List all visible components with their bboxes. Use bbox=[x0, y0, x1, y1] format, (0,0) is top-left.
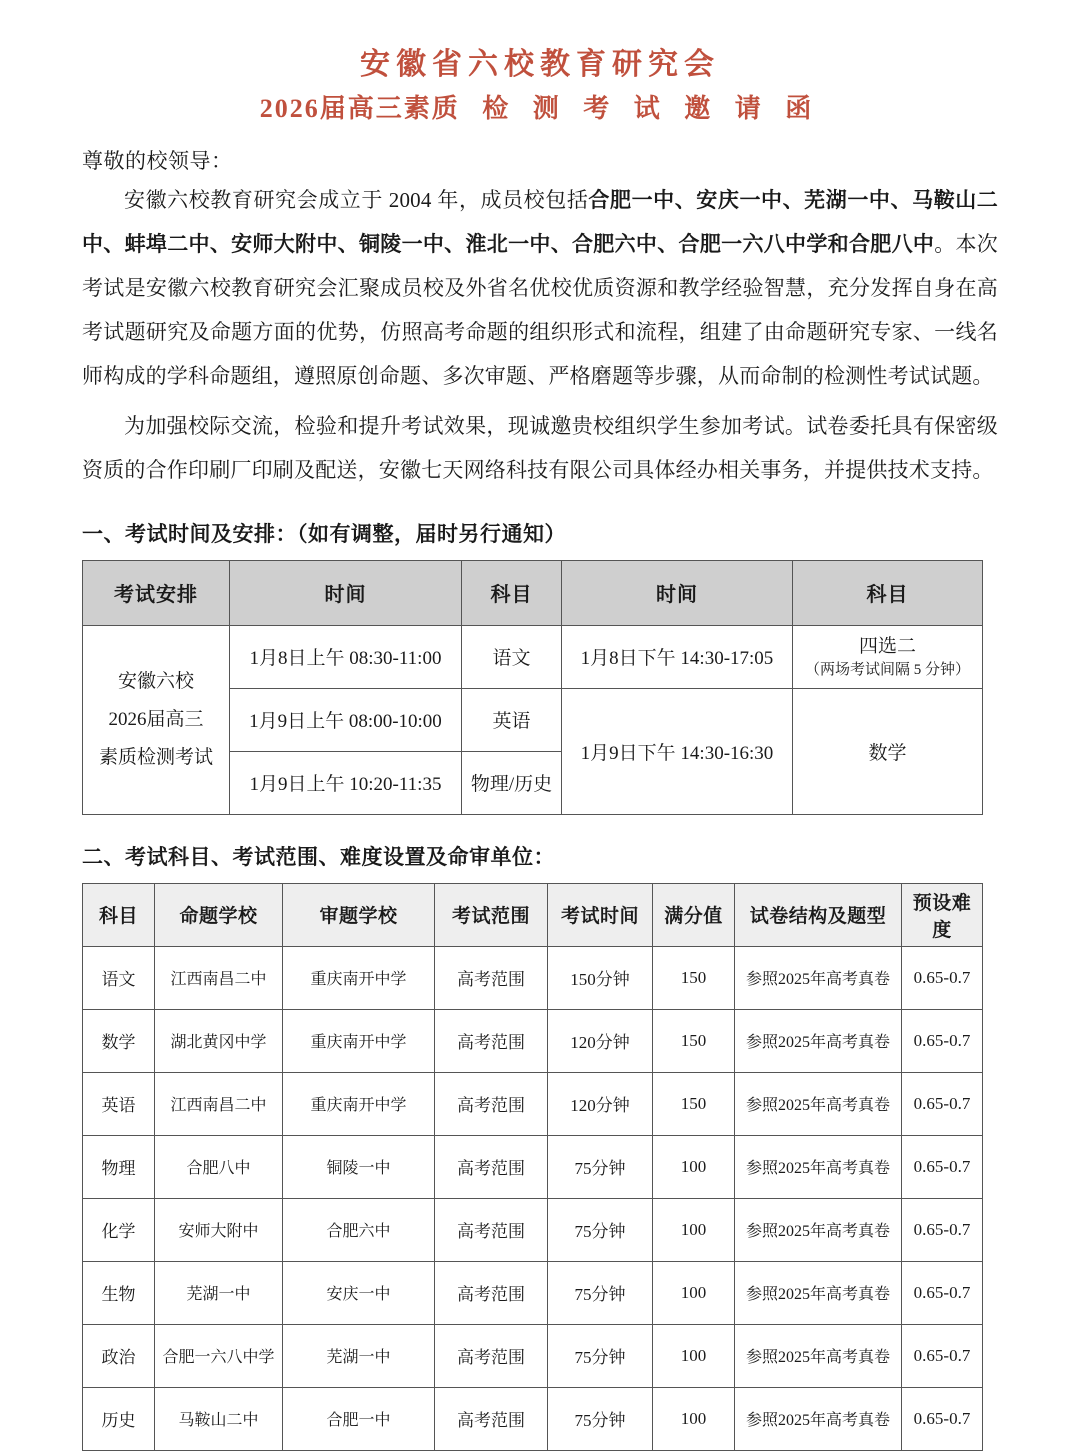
table-row bbox=[83, 1135, 983, 1198]
cell-authoring-school: 合肥一六八中学 bbox=[155, 1324, 283, 1387]
cell-exam-duration: 75分钟 bbox=[548, 1261, 653, 1324]
cell-subject: 政治 bbox=[83, 1324, 155, 1387]
paragraph-intro bbox=[82, 178, 998, 398]
cell-paper-structure: 参照2025年高考真卷 bbox=[735, 1261, 902, 1324]
cell-reviewing-school: 芜湖一中 bbox=[283, 1324, 435, 1387]
page-title-line-2 bbox=[82, 92, 998, 126]
cell-exam-duration: 75分钟 bbox=[548, 1387, 653, 1450]
page-title-line-1: 安徽省六校教育研究会 bbox=[360, 48, 720, 81]
cell-difficulty: 0.65-0.7 bbox=[902, 1009, 983, 1072]
cell-authoring-school: 马鞍山二中 bbox=[155, 1387, 283, 1450]
cell-exam-duration: 75分钟 bbox=[548, 1198, 653, 1261]
cell-reviewing-school: 合肥一中 bbox=[283, 1387, 435, 1450]
cell-subject: 化学 bbox=[83, 1198, 155, 1261]
cell-paper-structure: 参照2025年高考真卷 bbox=[735, 1072, 902, 1135]
cell-exam-duration: 150分钟 bbox=[548, 946, 653, 1009]
cell-full-score: 150 bbox=[653, 1009, 735, 1072]
cell-authoring-school: 江西南昌二中 bbox=[155, 946, 283, 1009]
cell-authoring-school: 安师大附中 bbox=[155, 1198, 283, 1261]
cell-full-score: 100 bbox=[653, 1324, 735, 1387]
cell-exam-scope: 高考范围 bbox=[435, 1009, 548, 1072]
cell-difficulty: 0.65-0.7 bbox=[902, 1261, 983, 1324]
subject-detail-table bbox=[82, 883, 983, 1451]
cell-paper-structure: 参照2025年高考真卷 bbox=[735, 1198, 902, 1261]
afternoon-subject-note-1: （两场考试间隔 5 分钟） bbox=[804, 661, 970, 678]
cell-afternoon-time-1: 1月8日下午 14:30-17:05 bbox=[562, 625, 793, 688]
paragraph-intro-seg-1: 安徽六校教育研究会成立于 2004 年，成员校包括 bbox=[124, 187, 589, 212]
paragraph-intro-seg-3: 。本次考试是安徽六校教育研究会汇聚成员校及外省名优校优质资源和教学经验智慧，充分发挥自身在高考试题研究及命题方面的优势，仿照高考命题的组织形式和流程，组建了由命题研究专家、一线名师构成的学科命题组，遵照原创命题、多次审题、严格磨题等步骤，从而命制的检测性考试试题。 bbox=[82, 231, 998, 388]
cell-difficulty: 0.65-0.7 bbox=[902, 1198, 983, 1261]
salutation: 尊敬的校领导： bbox=[82, 149, 233, 174]
col-header-time-morning: 时间 bbox=[230, 560, 462, 625]
cell-reviewing-school: 重庆南开中学 bbox=[283, 946, 435, 1009]
col-header-exam-arrangement: 考试安排 bbox=[83, 560, 230, 625]
paragraph-invitation bbox=[82, 404, 998, 492]
cell-exam-duration: 75分钟 bbox=[548, 1135, 653, 1198]
cell-morning-time-2: 1月9日上午 08:00-10:00 bbox=[230, 688, 462, 751]
col-header-subject: 科目 bbox=[83, 883, 155, 946]
exam-arrangement-label bbox=[83, 625, 230, 814]
cell-authoring-school: 江西南昌二中 bbox=[155, 1072, 283, 1135]
cell-authoring-school: 合肥八中 bbox=[155, 1135, 283, 1198]
table-row bbox=[83, 946, 983, 1009]
cell-paper-structure: 参照2025年高考真卷 bbox=[735, 1135, 902, 1198]
col-header-subject-afternoon: 科目 bbox=[793, 560, 983, 625]
page-title-line-2-spaced: 质 检 测 考 试 邀 请 函 bbox=[431, 93, 821, 123]
cell-morning-subject-1: 语文 bbox=[462, 625, 562, 688]
col-header-time-afternoon: 时间 bbox=[562, 560, 793, 625]
col-header-full-score: 满分值 bbox=[653, 883, 735, 946]
cell-difficulty: 0.65-0.7 bbox=[902, 1135, 983, 1198]
cell-exam-scope: 高考范围 bbox=[435, 1135, 548, 1198]
table-row bbox=[83, 1387, 983, 1450]
table-row bbox=[83, 625, 983, 688]
cell-subject: 物理 bbox=[83, 1135, 155, 1198]
cell-full-score: 100 bbox=[653, 1387, 735, 1450]
cell-full-score: 100 bbox=[653, 1261, 735, 1324]
cell-paper-structure: 参照2025年高考真卷 bbox=[735, 1009, 902, 1072]
cell-exam-scope: 高考范围 bbox=[435, 1261, 548, 1324]
table-row bbox=[83, 1198, 983, 1261]
member-schools-list: 合肥一中、安庆一中、芜湖一中、马鞍山二中、蚌埠二中、安师大附中、铜陵一中、淮北一中、合肥六中、合肥一六八中学和合肥八中 bbox=[82, 187, 998, 256]
cell-difficulty: 0.65-0.7 bbox=[902, 946, 983, 1009]
col-header-authoring-school: 命题学校 bbox=[155, 883, 283, 946]
col-header-exam-scope: 考试范围 bbox=[435, 883, 548, 946]
cell-subject: 历史 bbox=[83, 1387, 155, 1450]
cell-difficulty: 0.65-0.7 bbox=[902, 1072, 983, 1135]
cell-morning-time-3: 1月9日上午 10:20-11:35 bbox=[230, 751, 462, 814]
cell-exam-duration: 120分钟 bbox=[548, 1009, 653, 1072]
table-header-row bbox=[83, 560, 983, 625]
col-header-paper-structure: 试卷结构及题型 bbox=[735, 883, 902, 946]
table-row bbox=[83, 1261, 983, 1324]
page-title-line-2-prefix: 2026届高三素 bbox=[259, 93, 432, 123]
table-row bbox=[83, 1324, 983, 1387]
cell-exam-scope: 高考范围 bbox=[435, 1072, 548, 1135]
cell-exam-duration: 120分钟 bbox=[548, 1072, 653, 1135]
cell-morning-subject-2: 英语 bbox=[462, 688, 562, 751]
table-header-row bbox=[83, 883, 983, 946]
table-row bbox=[83, 1072, 983, 1135]
document-title-block bbox=[82, 0, 998, 125]
cell-subject: 数学 bbox=[83, 1009, 155, 1072]
cell-morning-time-1: 1月8日上午 08:30-11:00 bbox=[230, 625, 462, 688]
cell-subject: 语文 bbox=[83, 946, 155, 1009]
exam-arrangement-line-2: 2026届高三 bbox=[108, 708, 204, 730]
exam-arrangement-line-1: 安徽六校 bbox=[117, 670, 194, 692]
cell-difficulty: 0.65-0.7 bbox=[902, 1324, 983, 1387]
col-header-difficulty: 预设难度 bbox=[902, 883, 983, 946]
cell-difficulty: 0.65-0.7 bbox=[902, 1387, 983, 1450]
col-header-reviewing-school: 审题学校 bbox=[283, 883, 435, 946]
afternoon-subject-main-1: 四选二 bbox=[858, 635, 916, 657]
section-heading-subjects: 二、考试科目、考试范围、难度设置及命审单位： bbox=[82, 844, 555, 869]
cell-full-score: 100 bbox=[653, 1135, 735, 1198]
cell-afternoon-subject-2: 数学 bbox=[793, 688, 983, 814]
exam-arrangement-line-3: 素质检测考试 bbox=[98, 746, 213, 768]
cell-exam-duration: 75分钟 bbox=[548, 1324, 653, 1387]
exam-schedule-table bbox=[82, 560, 983, 815]
table-row bbox=[83, 1009, 983, 1072]
section-heading-schedule: 一、考试时间及安排：（如有调整，届时另行通知） bbox=[82, 521, 566, 546]
cell-full-score: 150 bbox=[653, 946, 735, 1009]
cell-full-score: 100 bbox=[653, 1198, 735, 1261]
cell-exam-scope: 高考范围 bbox=[435, 1198, 548, 1261]
cell-reviewing-school: 合肥六中 bbox=[283, 1198, 435, 1261]
cell-morning-subject-3: 物理/历史 bbox=[462, 751, 562, 814]
cell-subject: 英语 bbox=[83, 1072, 155, 1135]
paragraph-invitation-text: 为加强校际交流，检验和提升考试效果，现诚邀贵校组织学生参加考试。试卷委托具有保密级资质的合作印刷厂印刷及配送，安徽七天网络科技有限公司具体经办相关事务，并提供技术支持。 bbox=[82, 413, 998, 482]
cell-paper-structure: 参照2025年高考真卷 bbox=[735, 1387, 902, 1450]
cell-full-score: 150 bbox=[653, 1072, 735, 1135]
cell-reviewing-school: 重庆南开中学 bbox=[283, 1072, 435, 1135]
cell-exam-scope: 高考范围 bbox=[435, 1387, 548, 1450]
cell-afternoon-time-2: 1月9日下午 14:30-16:30 bbox=[562, 688, 793, 814]
cell-exam-scope: 高考范围 bbox=[435, 946, 548, 1009]
cell-subject: 生物 bbox=[83, 1261, 155, 1324]
col-header-exam-duration: 考试时间 bbox=[548, 883, 653, 946]
cell-afternoon-subject-1 bbox=[793, 625, 983, 688]
cell-paper-structure: 参照2025年高考真卷 bbox=[735, 1324, 902, 1387]
cell-exam-scope: 高考范围 bbox=[435, 1324, 548, 1387]
cell-paper-structure: 参照2025年高考真卷 bbox=[735, 946, 902, 1009]
cell-reviewing-school: 铜陵一中 bbox=[283, 1135, 435, 1198]
subject-table-body bbox=[83, 946, 983, 1450]
cell-reviewing-school: 安庆一中 bbox=[283, 1261, 435, 1324]
cell-authoring-school: 芜湖一中 bbox=[155, 1261, 283, 1324]
cell-reviewing-school: 重庆南开中学 bbox=[283, 1009, 435, 1072]
cell-authoring-school: 湖北黄冈中学 bbox=[155, 1009, 283, 1072]
col-header-subject-morning: 科目 bbox=[462, 560, 562, 625]
